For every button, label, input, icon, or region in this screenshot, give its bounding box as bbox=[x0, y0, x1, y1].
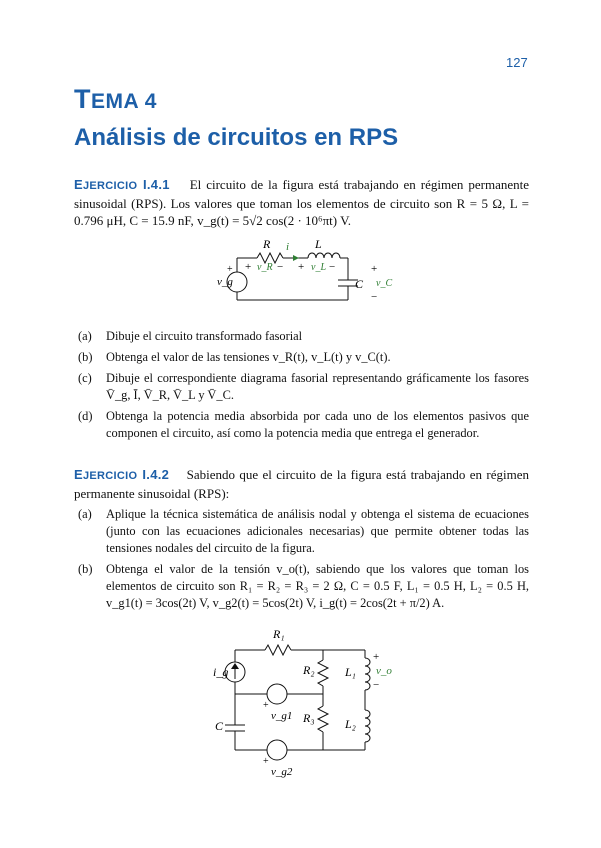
circuit-1-vR-label: v_R bbox=[257, 262, 273, 273]
circuit-1-vg-label: v_g bbox=[217, 276, 233, 288]
circuit-2-R2-label: R₂ bbox=[303, 663, 315, 677]
svg-text:−: − bbox=[371, 291, 378, 303]
svg-text:−: − bbox=[329, 261, 336, 273]
circuit-1-vC-label: v_C bbox=[376, 278, 393, 289]
exercise-2-intro: Sabiendo que el circuito de la figura está trabajando en régimen permanente sinusoidal (RPS): bbox=[74, 467, 530, 501]
exercise-2-label: EJERCICIO I.4.2 bbox=[74, 467, 170, 482]
circuit-2-L1-label: L₁ bbox=[345, 665, 356, 679]
list-item: (a) Aplique la técnica sistemática de análisis nodal y obtenga el sistema de ecuaciones (junto con las ecuaciones adicionales necesarias) que permite obtener todas las tensiones nodales del circuito de la figura. bbox=[78, 507, 529, 555]
page-number: 127 bbox=[506, 55, 528, 70]
exercise-1-statement bbox=[74, 176, 529, 229]
chapter-heading bbox=[74, 84, 157, 115]
circuit-1-i-label: i bbox=[286, 241, 290, 253]
circuit-2-diagram bbox=[205, 622, 405, 782]
svg-text:+: + bbox=[373, 651, 380, 663]
svg-text:−: − bbox=[373, 679, 380, 691]
svg-text:+: + bbox=[245, 261, 252, 273]
svg-text:+: + bbox=[371, 263, 378, 275]
circuit-2-vo-label: v_o bbox=[376, 665, 392, 677]
list-item: (d) Obtenga la potencia media absorbida por cada uno de los elementos pasivos que componen el circuito, así como la potencia media que entrega el generador. bbox=[78, 409, 529, 440]
circuit-2-R3-label: R₃ bbox=[303, 711, 315, 725]
circuit-1-C-label: C bbox=[355, 277, 364, 291]
exercise-1-intro: El circuito de la figura está trabajando en régimen permanente sinusoidal (RPS). Los valores que toman los elementos de circuito son bbox=[74, 177, 529, 211]
svg-text:+: + bbox=[298, 261, 305, 273]
circuit-2-R1-label: R₁ bbox=[273, 627, 285, 641]
exercise-1-source-value: v_g(t) = 5√2 cos(2 · 10⁶πt) V. bbox=[197, 213, 352, 228]
svg-text:+: + bbox=[227, 264, 233, 275]
exercise-2-items bbox=[74, 506, 529, 616]
svg-text:−: − bbox=[277, 261, 284, 273]
exercise-1-element-values: R = 5 Ω, L = 0.796 μH, C = 15.9 nF, bbox=[74, 196, 529, 228]
list-item: (c) Dibuje el correspondiente diagrama fasorial representando gráficamente los fasores V̄_g, Ī, V̄_R, V̄_L y V̄_C. bbox=[78, 371, 529, 402]
circuit-2-L2-label: L₂ bbox=[345, 717, 356, 731]
chapter-heading-rest: EMA 4 bbox=[91, 90, 157, 113]
circuit-1-diagram bbox=[205, 232, 410, 312]
list-item: (a) Dibuje el circuito transformado fasorial bbox=[78, 329, 303, 343]
exercise-1-label: EJERCICIO I.4.1 bbox=[74, 177, 170, 192]
circuit-2-vg1-label: v_g1 bbox=[271, 710, 293, 722]
list-item: (b) Obtenga el valor de la tensión v_o(t), sabiendo que los valores que toman los elementos de circuito son R₁ = R₂ = R₃ = 2 Ω, C = 0.5 F, L₁ = 0.5 H, L₂ = 0.5 H, v_g1(t) = 3cos(2t) V, v_g2(t) = 5cos(2t) V, i_g(t) = 2cos(2t + π/2) A. bbox=[78, 562, 529, 610]
chapter-heading-initial: T bbox=[74, 84, 91, 114]
exercise-1-items bbox=[74, 328, 529, 446]
svg-text:+: + bbox=[263, 700, 269, 711]
chapter-title: Análisis de circuitos en RPS bbox=[74, 124, 399, 151]
circuit-2-ig-label: i_g bbox=[213, 665, 229, 679]
svg-text:+: + bbox=[263, 756, 269, 767]
circuit-1-vL-label: v_L bbox=[311, 262, 326, 273]
circuit-2-C-label: C bbox=[215, 719, 224, 733]
circuit-2-vg2-label: v_g2 bbox=[271, 766, 293, 778]
list-item: (b) Obtenga el valor de las tensiones v_R(t), v_L(t) y v_C(t). bbox=[78, 350, 391, 364]
exercise-2-statement bbox=[74, 466, 529, 502]
circuit-1-R-label: R bbox=[263, 237, 271, 251]
circuit-1-L-label: L bbox=[315, 237, 322, 251]
